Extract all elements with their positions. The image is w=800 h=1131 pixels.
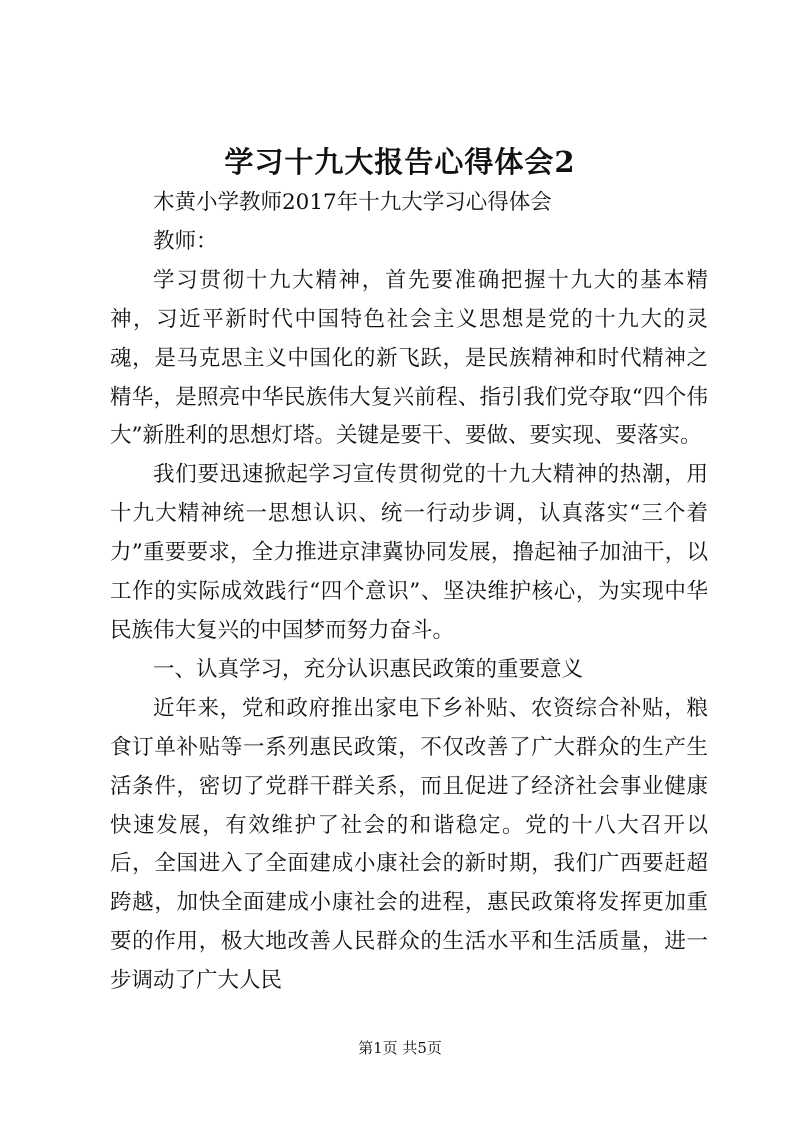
page-number: 第1页 共5页 <box>358 1039 442 1057</box>
section-heading: 一、认真学习，充分认识惠民政策的重要意义 <box>153 656 584 682</box>
author-line: 木黄小学教师2017年十九大学习心得体会 <box>153 190 552 215</box>
document-title: 学习十九大报告心得体会2 <box>224 145 576 179</box>
body-paragraph: 近年来，党和政府推出家电下乡补贴、农资综合补贴，粮食订单补贴等一系列惠民政策，不仅改善了广大群众的生产生活条件，密切了党群干群关系，而且促进了经济社会事业健康快速发展，有效维护了社会的和谐稳定。党的十八大召开以后，全国进入了全面建成小康社会的新时期，我们广西要赶超跨越，加快全面建成小康社会的进程，惠民政策将发挥更加重要的作用，极大地改善人民群众的生活水平和生活质量，进一步调动了广大人民 <box>110 695 708 994</box>
body-paragraph: 学习贯彻十九大精神，首先要准确把握十九大的基本精神，习近平新时代中国特色社会主义思想是党的十九大的灵魂，是马克思主义中国化的新飞跃，是民族精神和时代精神之精华，是照亮中华民族伟大复兴前程、指引我们党夺取“四个伟大”新胜利的思想灯塔。关键是要干、要做、要实现、要落实。 <box>110 267 708 449</box>
author-label: 教师： <box>153 228 218 254</box>
body-paragraph: 我们要迅速掀起学习宣传贯彻党的十九大精神的热潮，用十九大精神统一思想认识、统一行动步调，认真落实“三个着力”重要要求，全力推进京津冀协同发展，撸起袖子加油干，以工作的实际成效践行“四个意识”、坚决维护核心，为实现中华民族伟大复兴的中国梦而努力奋斗。 <box>110 462 708 643</box>
document-body <box>110 184 708 1001</box>
